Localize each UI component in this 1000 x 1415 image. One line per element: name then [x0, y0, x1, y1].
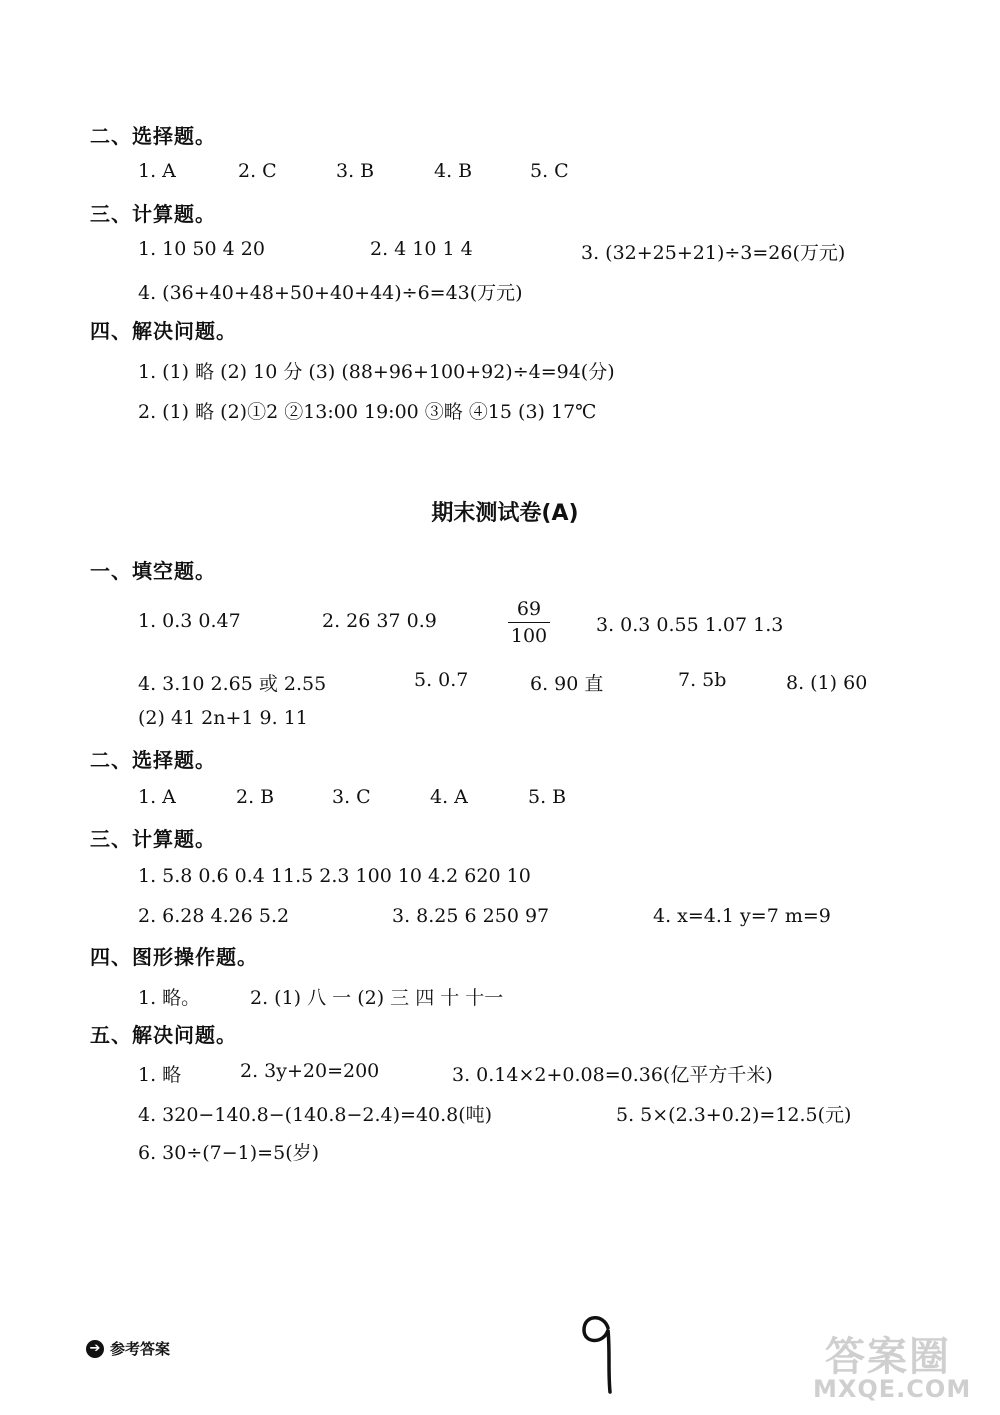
answer-item: 2. B	[236, 786, 275, 808]
section-heading-calc: 三、计算题。	[90, 827, 216, 851]
answer-item: 2. 26 37 0.9	[322, 610, 437, 632]
handwritten-nine	[578, 1310, 618, 1395]
answer-item: 1. A	[138, 786, 176, 808]
fraction-numerator: 69	[508, 598, 550, 623]
answer-item: 3. 0.14×2+0.08=0.36(亿平方千米)	[452, 1064, 773, 1086]
footer-label: 参考答案	[110, 1340, 171, 1358]
answer-item: 8. (1) 60	[786, 672, 868, 694]
section-heading-geometry: 四、图形操作题。	[90, 945, 258, 969]
answer-item: 3. 8.25 6 250 97	[392, 905, 550, 927]
answer-item: 3. B	[336, 160, 375, 182]
answer-item: 5. C	[530, 160, 569, 182]
section-heading-problems: 五、解决问题。	[90, 1023, 237, 1047]
answer-item: 2. 3y+20=200	[240, 1060, 380, 1082]
answer-item: 7. 5b	[678, 669, 727, 691]
section-heading-calc: 三、计算题。	[90, 202, 216, 226]
section-heading-choice: 二、选择题。	[90, 748, 216, 772]
answer-item: 5. B	[528, 786, 567, 808]
fill-answers-line: (2) 41 2n+1 9. 11	[138, 707, 308, 729]
answer-item: 2. 6.28 4.26 5.2	[138, 905, 290, 927]
section-heading-choice: 二、选择题。	[90, 124, 216, 148]
calc-answers-line: 1. 5.8 0.6 0.4 11.5 2.3 100 10 4.2 620 10	[138, 865, 531, 887]
watermark	[795, 1325, 995, 1410]
answer-item: 1. A	[138, 160, 176, 182]
problem-answer-line: 1. (1) 略 (2) 10 分 (3) (88+96+100+92)÷4=94(分)	[138, 361, 615, 383]
answer-item: 2. C	[238, 160, 277, 182]
answer-item: 5. 5×(2.3+0.2)=12.5(元)	[616, 1104, 852, 1126]
answer-item: 2. (1) 八 一 (2) 三 四 十 十一	[250, 987, 504, 1009]
problem-answer-line: 6. 30÷(7−1)=5(岁)	[138, 1142, 320, 1164]
answer-item: 4. x=4.1 y=7 m=9	[653, 905, 831, 927]
answer-item: 3. C	[332, 786, 371, 808]
fraction-denominator: 100	[510, 625, 548, 647]
answer-item: 2. 4 10 1 4	[370, 238, 473, 260]
arrow-right-icon: ➔	[86, 1340, 104, 1358]
answer-item: 4. 320−140.8−(140.8−2.4)=40.8(吨)	[138, 1104, 493, 1126]
answer-item: 4. B	[434, 160, 473, 182]
problem-answer-line: 2. (1) 略 (2)①2 ②13:00 19:00 ③略 ④15 (3) 17℃	[138, 401, 597, 423]
answer-item: 4. 3.10 2.65 或 2.55	[138, 673, 327, 695]
answer-item: 1. 略	[138, 1064, 182, 1086]
footer	[86, 1338, 170, 1359]
fraction	[508, 598, 550, 647]
answer-item: 1. 0.3 0.47	[138, 610, 241, 632]
section-heading-fill: 一、填空题。	[90, 559, 216, 583]
calc-answers-line: 4. (36+40+48+50+40+44)÷6=43(万元)	[138, 282, 523, 304]
answer-item: 1. 10 50 4 20	[138, 238, 265, 260]
answer-item: 3. (32+25+21)÷3=26(万元)	[581, 242, 846, 264]
watermark-logo-text: 答案圈	[825, 1334, 951, 1380]
answer-item: 1. 略。	[138, 987, 201, 1009]
exam-title: 期末测试卷(A)	[431, 501, 579, 526]
answer-item: 5. 0.7	[414, 669, 469, 691]
answer-item: 3. 0.3 0.55 1.07 1.3	[596, 614, 784, 636]
answer-item: 6. 90 直	[530, 673, 604, 695]
section-heading-problems: 四、解决问题。	[90, 319, 237, 343]
answer-item: 4. A	[430, 786, 468, 808]
watermark-url: MXQE.COM	[813, 1375, 972, 1403]
